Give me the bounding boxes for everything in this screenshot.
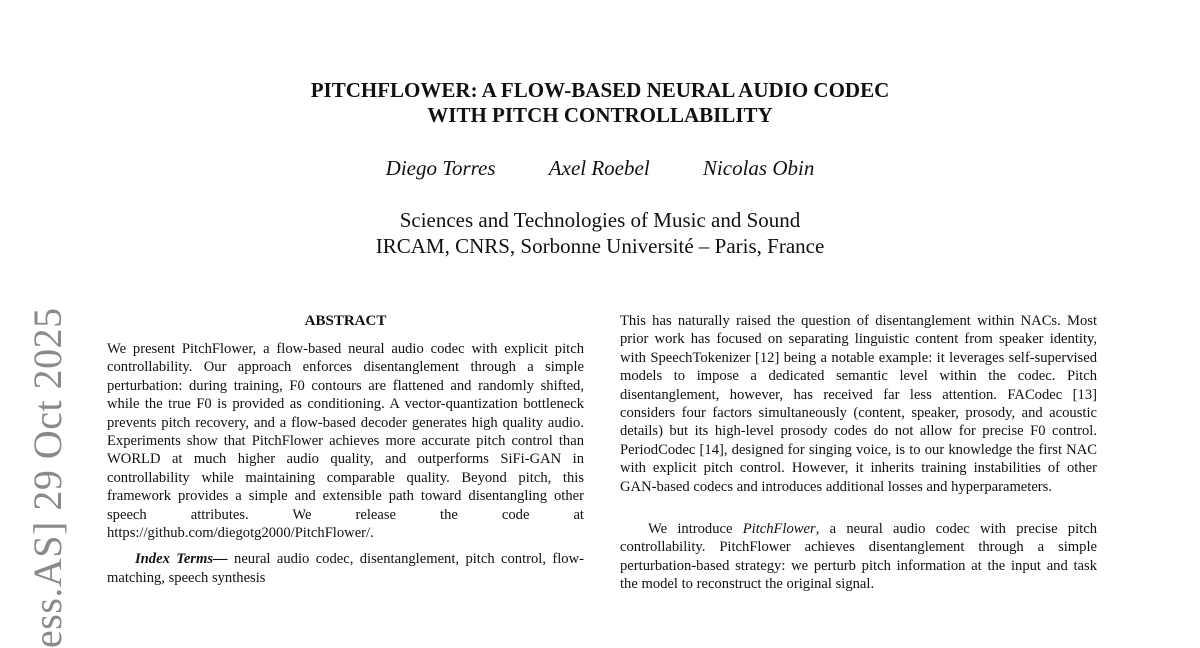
index-terms-label: Index Terms— [135, 551, 228, 568]
author-name: Nicolas Obin [702, 156, 815, 180]
paper-title [0, 78, 1200, 128]
intro-paragraph-2 [620, 520, 1097, 594]
abstract-heading: ABSTRACT [304, 313, 387, 329]
title-line-1: PITCHFLOWER: A FLOW-BASED NEURAL AUDIO CODEC [310, 78, 890, 102]
affiliation-line-2: IRCAM, CNRS, Sorbonne Université – Paris, France [375, 234, 825, 258]
title-line-2: WITH PITCH CONTROLLABILITY [427, 103, 773, 127]
affiliation-line-1: Sciences and Technologies of Music and Sound [399, 208, 801, 232]
index-terms [107, 550, 584, 587]
paragraph-2-rest: , a neural audio codec with precise pitch controllability. PitchFlower achieves disentanglement through a simple perturbation-based strategy: we perturb pitch information at the input and task the model to reconstruct the original signal. [620, 521, 1097, 593]
paragraph-2-start: We introduce [648, 521, 743, 538]
index-terms-list: neural audio codec, disentanglement, pitch control, flow-matching, speech synthesis [107, 551, 585, 586]
right-column [620, 312, 1097, 594]
left-column [107, 312, 584, 587]
abstract-text: We present PitchFlower, a flow-based neural audio codec with explicit pitch controllability. Our approach enforces disentanglement through a simple perturbation: during training, F0 contours are flattened and randomly shifted, while the true F0 is provided as conditioning. A vector-quantization bottleneck prevents pitch recovery, and a flow-based decoder generates high quality audio. Experiments show that PitchFlower achieves more accurate pitch control than WORLD at much higher audio quality, and outperforms SiFi-GAN in controllability while maintaining comparable quality. Beyond pitch, this framework provides a simple and extensible path toward disentangling other speech attributes. We release the code at https://github.com/diegotg2000/PitchFlower/. [107, 341, 584, 542]
affiliation [0, 207, 1200, 259]
intro-paragraph-1: This has naturally raised the question of disentanglement within NACs. Most prior work has focused on separating linguistic content from speaker identity, with SpeechTokenizer [12] being a notable example: it leverages self-supervised models to impose a dedicated semantic level within the codec. Pitch disentanglement, however, has received far less attention. FACodec [13] considers four factors simultaneously (content, speaker, prosody, and acoustic details) but its high-level prosody codes do not allow for precise F0 control. PeriodCodec [14], designed for singing voice, is to our knowledge the first NAC with explicit pitch control. However, it inherits training instabilities of other GAN-based codecs and introduces additional losses and hyperparameters. [620, 313, 1097, 495]
author-list [0, 155, 1200, 181]
arxiv-identifier-stamp: ess.AS] 29 Oct 2025 [25, 307, 70, 648]
author-name: Axel Roebel [548, 156, 650, 180]
method-name-emphasis: PitchFlower [742, 521, 816, 538]
author-name: Diego Torres [385, 156, 496, 180]
